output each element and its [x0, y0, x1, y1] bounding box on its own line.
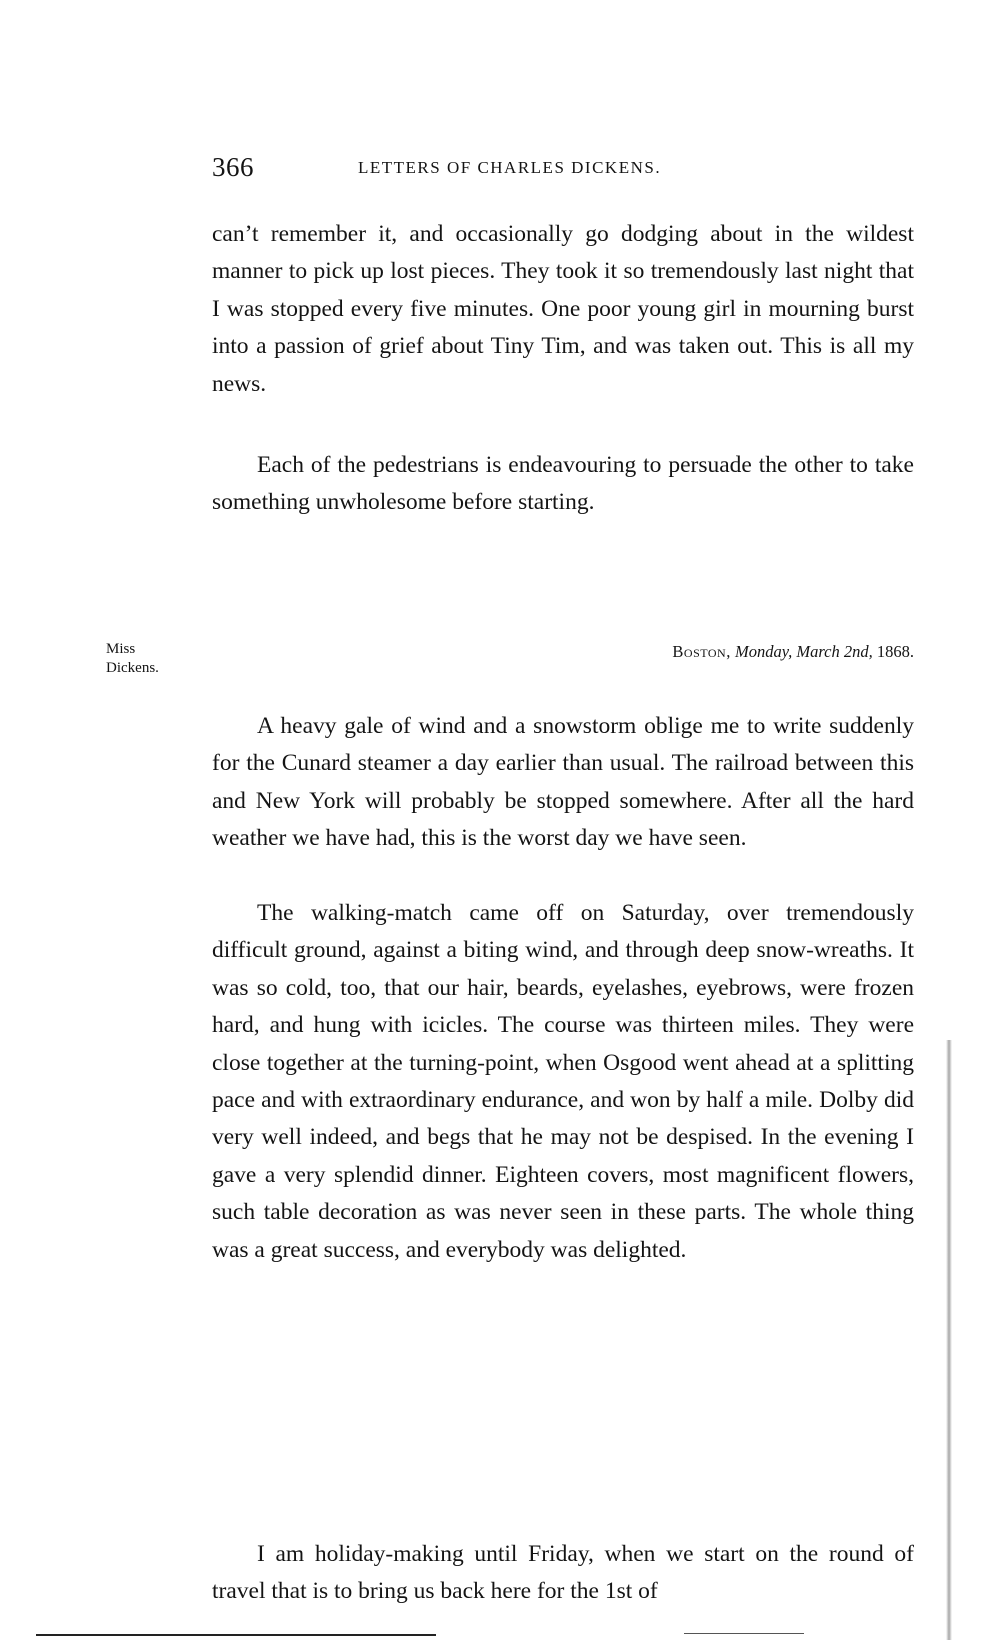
continued-paragraph: [212, 216, 914, 403]
dateline-city: Boston,: [672, 642, 731, 661]
dateline-year: 1868.: [876, 642, 914, 661]
recipient-line-1: Miss: [106, 641, 136, 657]
running-head: [212, 152, 912, 186]
letter-paragraph-2: [212, 895, 914, 1269]
paragraph-text: Each of the pedestrians is endeavouring to persuade the other to take something unwholesome before starting.: [212, 452, 914, 516]
page-edge-shadow: [946, 1040, 952, 1640]
dateline-day: Monday, March 2nd,: [734, 642, 873, 661]
paragraph-text: can’t remember it, and occasionally go dodging about in the wildest manner to pick up lost pieces. They took it so tremendously last night that I was stopped every five minutes. One poor young girl in mourning burst into a passion of grief about Tiny Tim, and was taken out. This is all my news.: [212, 221, 914, 397]
letter-dateline: [556, 642, 914, 662]
letter-paragraph-1: [212, 708, 914, 858]
bottom-edge-line-2: [684, 1633, 804, 1634]
paragraph-text: The walking-match came off on Saturday, over tremendously difficult ground, against a biting wind, and through deep snow-wreaths. It was so cold, too, that our hair, beards, eyelashes, eyebrows, were frozen hard, and hung with icicles. The course was thirteen miles. They were close together at the turning-point, when Osgood went ahead at a splitting pace and with extraordinary endurance, and won by half a mile. Dolby did very well indeed, and begs that he may not be despised. In the evening I gave a very splendid dinner. Eighteen covers, most magnificent flowers, such table decoration as was never seen in these parts. The whole thing was a great success, and everybody was delighted.: [212, 900, 914, 1263]
letter-paragraph-3: [212, 1536, 914, 1611]
recipient-side-note: [106, 640, 196, 678]
running-title: LETTERS OF CHARLES DICKENS.: [358, 158, 662, 177]
recipient-line-2: Dickens.: [106, 660, 159, 676]
paragraph-text: A heavy gale of wind and a snowstorm oblige me to write suddenly for the Cunard steamer a day earlier than usual. The railroad between this and New York will probably be stopped somewhere. After all the hard weather we have had, this is the worst day we have seen.: [212, 713, 914, 852]
page-number: 366: [212, 152, 254, 182]
continued-paragraph-2: [212, 447, 914, 522]
bottom-edge-line: [36, 1634, 436, 1636]
paragraph-text: I am holiday-making until Friday, when we start on the round of travel that is to bring us back here for the 1st of: [212, 1541, 914, 1605]
